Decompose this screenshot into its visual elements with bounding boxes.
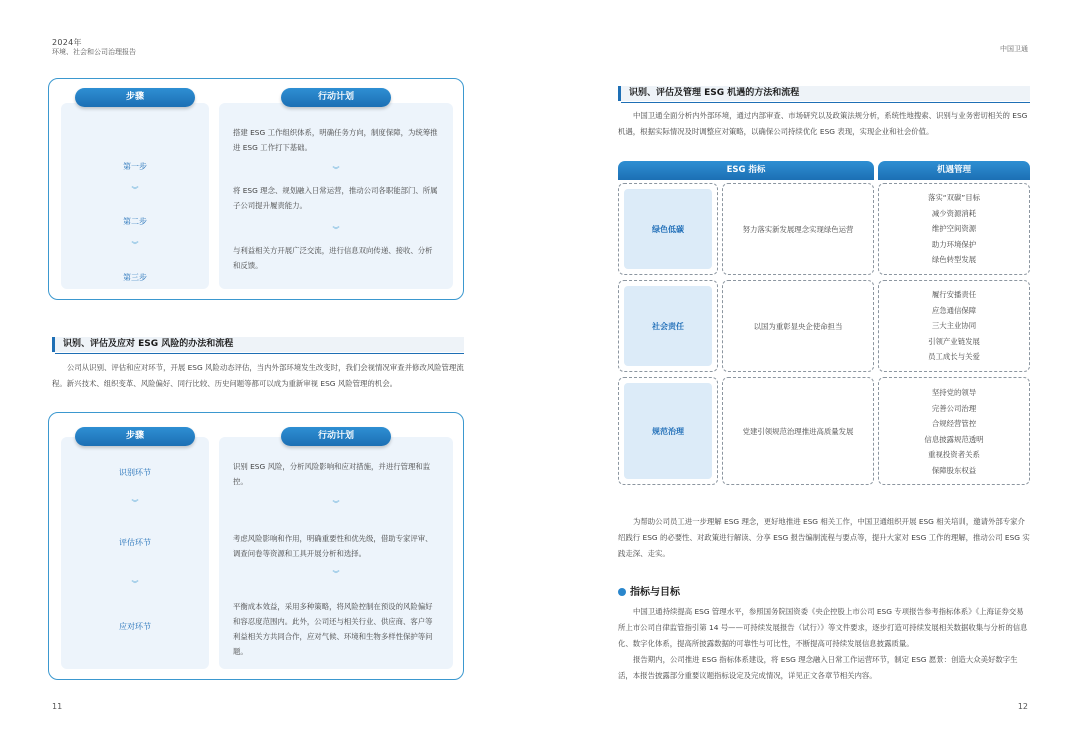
plan-text: 平衡成本效益，采用多种策略，将风险控制在预设的风险偏好和容忍度范围内。此外，公司还与相关行业、供应商、客户等利益相关方共同合作，应对气候、环境和生物多样性保护等问题。 — [233, 602, 433, 656]
table-cell-indicator: 努力落实新发展理念实现绿色运营 — [722, 183, 874, 275]
header-year: 2024年 — [52, 38, 82, 47]
list-item: 信息披露规范透明 — [924, 434, 984, 444]
table-cell-category — [618, 183, 718, 275]
table-cell-management — [878, 183, 1030, 275]
category-label: 社会责任 — [624, 286, 712, 366]
risk-process-panel — [48, 412, 464, 680]
plan-text: 与利益相关方开展广泛交流，进行信息双向传递、接收、分析和反馈。 — [233, 246, 433, 270]
page-number-right: 12 — [1017, 702, 1028, 711]
management-list — [879, 190, 1029, 268]
plan-text: 搭建 ESG 工作组织体系，明确任务方向，制度保障，为统筹推进 ESG 工作打下基础。 — [233, 128, 438, 152]
section-rule — [621, 102, 1030, 103]
step-label: 第一步 — [123, 162, 147, 171]
step-label: 识别环节 — [119, 468, 151, 477]
plan-text: 将 ESG 理念、规划融入日常运营，推动公司各职能部门、所属子公司提升履责能力。 — [233, 186, 438, 210]
list-item: 重视投资者关系 — [928, 450, 980, 459]
management-list — [879, 287, 1029, 365]
table-header-indicator: ESG 指标 — [618, 161, 874, 180]
chevron-down-icon: ︾ — [332, 500, 340, 508]
indicators-title: 指标与目标 — [630, 587, 680, 598]
steps-header: 步骤 — [75, 88, 195, 107]
list-item: 维护空间资源 — [931, 224, 977, 233]
category-label: 规范治理 — [624, 383, 712, 479]
plan-header: 行动计划 — [281, 88, 391, 107]
training-paragraph: 为帮助公司员工进一步理解 ESG 理念，更好地推进 ESG 相关工作，中国卫通组织开展 ESG 相关培训，邀请外部专家介绍践行 ESG 的必要性、对政策进行解读、分享 ESG 报告编制流程与要点等，提升大家对 ESG 工作的理解，推动公司 ESG 实践走深、走实。 — [618, 517, 1030, 558]
list-item: 应急通信保障 — [931, 305, 977, 315]
section-rule — [55, 353, 464, 354]
table-cell-indicator: 以国为重彰显央企使命担当 — [722, 280, 874, 372]
list-item: 员工成长与关爱 — [928, 352, 980, 361]
plan-text: 考虑风险影响和作用，明确重要性和优先级，借助专家评审、调查问卷等资源和工具开展分析和选择。 — [233, 534, 433, 558]
list-item: 落实“双碳”目标 — [927, 193, 980, 202]
table-cell-category — [618, 377, 718, 485]
chevron-down-icon: ︾ — [332, 570, 340, 578]
list-item: 坚持党的领导 — [931, 388, 977, 397]
step-label: 第三步 — [123, 273, 147, 282]
plan-header: 行动计划 — [281, 427, 391, 446]
list-item: 引领产业链发展 — [928, 336, 980, 346]
management-list — [879, 385, 1029, 478]
step-label: 应对环节 — [119, 622, 151, 631]
table-header-management: 机遇管理 — [878, 161, 1030, 180]
table-cell-management — [878, 280, 1030, 372]
table-cell-indicator: 党建引领规范治理推进高质量发展 — [722, 377, 874, 485]
chevron-down-icon: ︾ — [332, 226, 340, 234]
chevron-down-icon: ︾ — [131, 499, 139, 507]
list-item: 保障股东权益 — [931, 465, 977, 475]
indicators-paragraph: 报告期内，公司推进 ESG 指标体系建设，将 ESG 理念融入日常工作运营环节，制定 ESG 愿景：创造大众美好数字生活，本报告披露部分重要议题指标设定及完成情况，详见正文各章节相关内容。 — [618, 655, 1018, 680]
plans-column — [219, 103, 453, 289]
indicators-paragraph: 中国卫通持续提高 ESG 管理水平，参照国务院国资委《央企控股上市公司 ESG 专项报告参考指标体系》《上海证券交易所上市公司自律监管指引第 14 号——可持续发展报告（试行）》等文件要求，逐步打造可持续发展相关数据收集与分析的信息化、数字化体系，提高所披露数据的可靠性与可比性，不断提高可持续发展信息披露质量。 — [618, 607, 1028, 648]
list-item: 减少资源消耗 — [931, 208, 977, 218]
category-label: 绿色低碳 — [624, 189, 712, 269]
list-item: 三大主业协同 — [931, 321, 977, 330]
section-title: 识别、评估及应对 ESG 风险的办法和流程 — [63, 339, 234, 349]
chevron-down-icon: ︾ — [131, 241, 139, 249]
plan-text: 识别 ESG 风险，分析风险影响和应对措施，并进行管理和监控。 — [233, 462, 431, 486]
header-report-title: 环境、社会和公司治理报告 — [52, 48, 136, 56]
plans-column — [219, 437, 453, 669]
step-label: 第二步 — [123, 217, 147, 226]
indicators-heading — [618, 583, 680, 598]
section-heading — [618, 86, 1030, 101]
section-title: 识别、评估及管理 ESG 机遇的方法和流程 — [629, 88, 800, 98]
list-item: 绿色转型发展 — [931, 255, 977, 264]
header-brand: 中国卫通 — [1000, 45, 1028, 53]
steps-header: 步骤 — [75, 427, 195, 446]
list-item: 合规经营管控 — [931, 419, 977, 428]
table-cell-category — [618, 280, 718, 372]
chevron-down-icon: ︾ — [332, 166, 340, 174]
section-heading — [52, 337, 464, 352]
risk-paragraph: 公司从识别、评估和应对环节，开展 ESG 风险动态评估，当内外部环境发生改变时，我们会视情况审查并修改风险管理流程。新兴技术、组织变革、风险偏好、同行比较、历史问题等都可以成为重新审视 ESG 风险管理的机会。 — [52, 363, 464, 388]
chevron-down-icon: ︾ — [131, 186, 139, 194]
bullet-dot-icon — [618, 588, 626, 596]
steps-column — [61, 437, 209, 669]
right-page — [540, 0, 1080, 732]
list-item: 助力环境保护 — [931, 239, 977, 249]
step-label: 评估环节 — [119, 538, 151, 547]
steps-column — [61, 103, 209, 289]
page-number-left: 11 — [52, 702, 63, 711]
list-item: 履行安播责任 — [931, 290, 977, 299]
list-item: 完善公司治理 — [931, 403, 977, 413]
action-plan-panel — [48, 78, 464, 300]
chevron-down-icon: ︾ — [131, 580, 139, 588]
table-cell-management — [878, 377, 1030, 485]
opportunity-paragraph: 中国卫通全面分析内外部环境，通过内部审查、市场研究以及政策法规分析，系统性地搜索、识别与业务密切相关的 ESG 机遇，根据实际情况及时调整应对策略，以确保公司持续优化 ESG 表现，实现企业和社会价值。 — [618, 111, 1028, 136]
